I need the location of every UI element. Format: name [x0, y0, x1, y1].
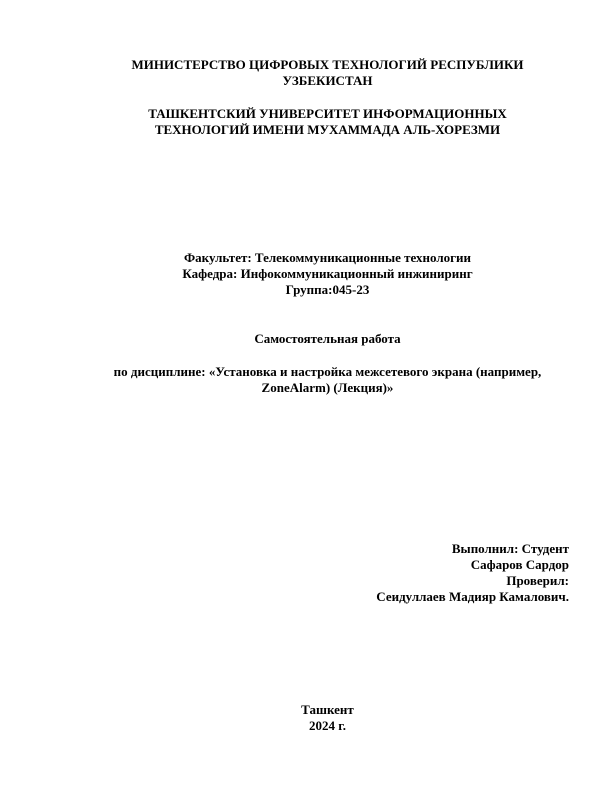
faculty-line: Факультет: Телекоммуникационные технологии	[183, 250, 472, 265]
performed-by-label: Выполнил: Студент	[451, 541, 569, 556]
city: Ташкент	[301, 702, 354, 717]
university-line-1: ТАШКЕНТСКИЙ УНИВЕРСИТЕТ ИНФОРМАЦИОННЫХ	[148, 106, 507, 121]
university-line-2: ТЕХНОЛОГИЙ ИМЕНИ МУХАММАДА АЛЬ-ХОРЕЗМИ	[154, 122, 501, 137]
checked-by-label: Проверил:	[506, 573, 569, 588]
department-line: Кафедра: Инфокоммуникационный инжиниринг	[182, 266, 473, 281]
group-line: Группа:045-23	[285, 282, 370, 297]
ministry-line-2: УЗБЕКИСТАН	[282, 73, 373, 88]
ministry-line-1: МИНИСТЕРСТВО ЦИФРОВЫХ ТЕХНОЛОГИЙ РЕСПУБЛИКИ	[131, 57, 524, 72]
discipline-line-1: по дисциплине: «Установка и настройка межсетевого экрана (например,	[113, 364, 542, 379]
teacher-name: Сеидуллаев Мадияр Камалович.	[376, 589, 569, 604]
discipline-line-2: ZoneAlarm) (Лекция)»	[261, 380, 394, 395]
work-title: Самостоятельная работа	[254, 331, 401, 346]
student-name: Сафаров Сардор	[470, 557, 569, 572]
year: 2024 г.	[309, 718, 346, 733]
